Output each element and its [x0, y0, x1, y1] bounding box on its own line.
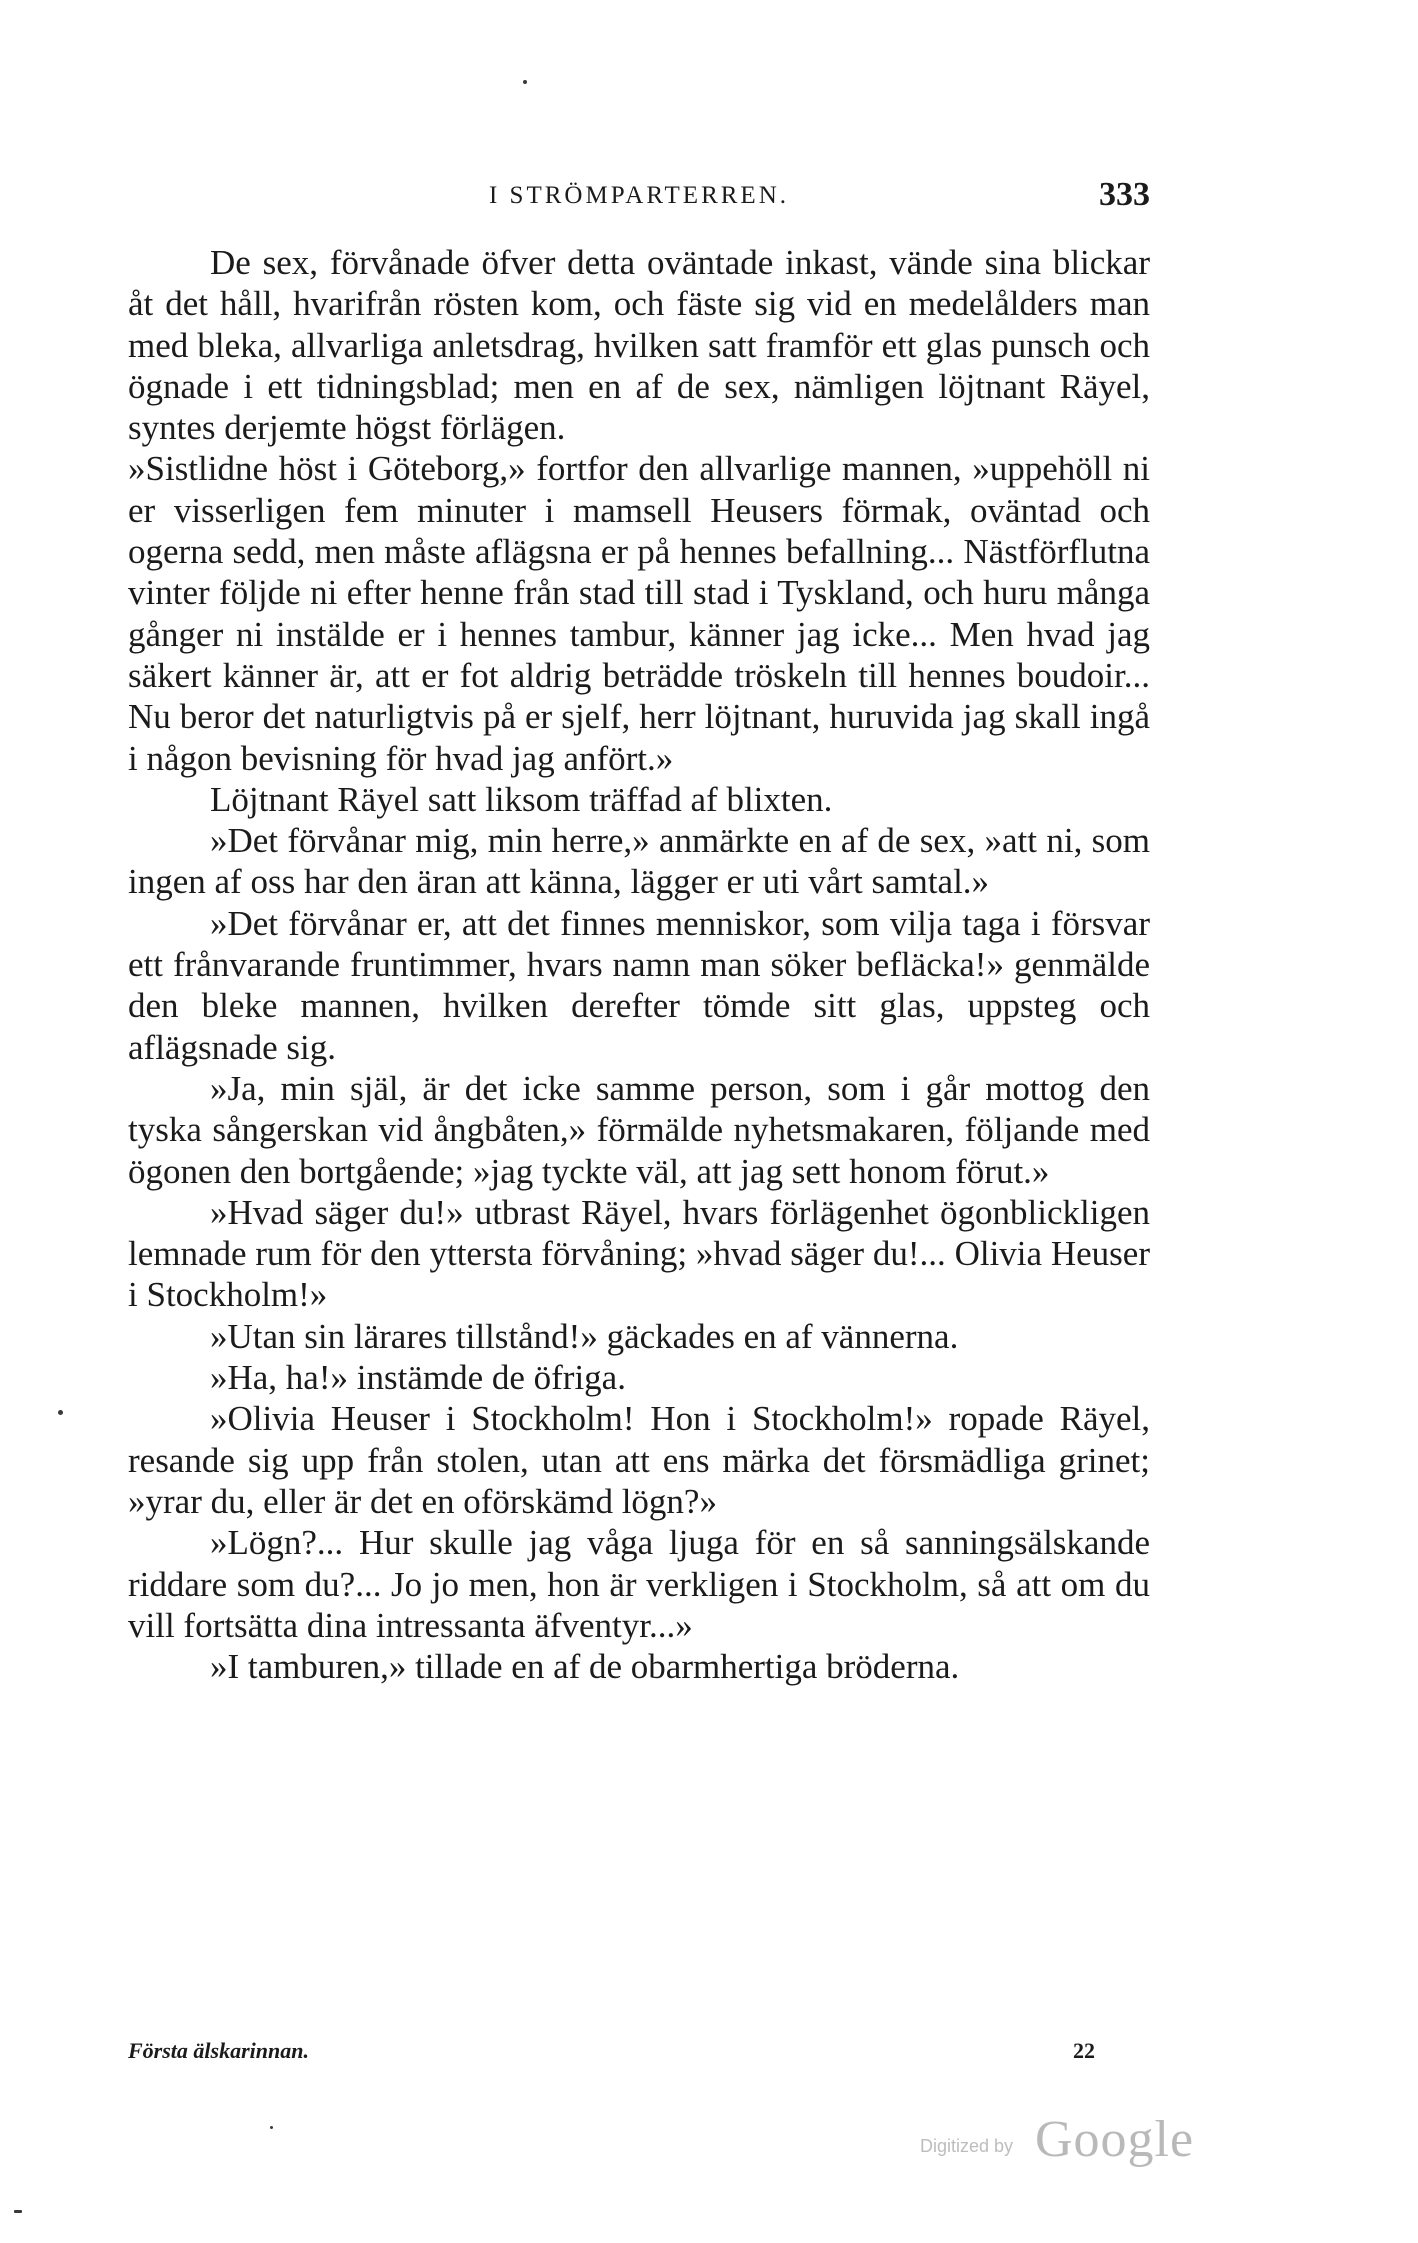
body-text — [128, 242, 1150, 1687]
page-number: 333 — [1099, 176, 1150, 213]
signature-title: Första älskarinnan. — [128, 2038, 309, 2063]
signature-number: 22 — [1073, 2038, 1095, 2063]
running-head — [128, 176, 1150, 216]
paragraph-12: »I tamburen,» tillade en af de obarmhertiga bröderna. — [210, 1647, 960, 1687]
paragraph-10: »Olivia Heuser i Stockholm! Hon i Stockholm!» ropade Räyel, resande sig upp från stolen, utan att ens märka det försmädliga grinet; »yrar du, eller är det en oförskämd lögn?» — [128, 1399, 1150, 1521]
paragraph-3: Löjtnant Räyel satt liksom träffad af blixten. — [210, 779, 833, 819]
paragraph-7: »Hvad säger du!» utbrast Räyel, hvars förlägenhet ögonblickligen lemnade rum för den yttersta förvåning; »hvad säger du!... Olivia Heuser i Stockholm!» — [128, 1192, 1150, 1315]
digitized-watermark — [920, 2110, 1220, 2170]
paragraph-11: »Lögn?... Hur skulle jag våga ljuga för en så sanningsälskande riddare som du?... Jo jo men, hon är verkligen i Stockholm, så att om du vill fortsätta dina intressanta äfventyr...» — [128, 1523, 1150, 1645]
running-title: I STRÖMPARTERREN. — [488, 182, 789, 209]
paragraph-1: De sex, förvånade öfver detta oväntade inkast, vände sina blickar åt det håll, hvarifrån rösten kom, och fäste sig vid en medelålders man med bleka, allvarliga anletsdrag, hvilken satt framför ett glas punsch och ögnade i ett tidningsblad; men en af de sex, nämligen löjtnant Räyel, syntes derjemte högst förlägen. — [128, 243, 1150, 448]
paper-speck — [270, 2126, 273, 2129]
paragraph-4: »Det förvånar mig, min herre,» anmärkte en af de sex, »att ni, som ingen af oss har den äran att känna, lägger er uti vårt samtal.» — [128, 821, 1150, 902]
paper-speck — [58, 1410, 63, 1415]
paragraph-9: »Ha, ha!» instämde de öfriga. — [210, 1358, 626, 1398]
paragraph-8: »Utan sin lärares tillstånd!» gäckades en af vännerna. — [210, 1316, 959, 1356]
paper-speck — [523, 80, 527, 84]
paper-speck — [14, 2210, 22, 2213]
paragraph-6: »Ja, min själ, är det icke samme person, som i går mottog den tyska sångerskan vid ångbåten,» förmälde nyhetsmakaren, följande med ögonen den bortgående; »jag tyckte väl, att jag sett honom förut.» — [128, 1068, 1150, 1191]
paragraph-5: »Det förvånar er, att det finnes menniskor, som vilja taga i försvar ett frånvarande fruntimmer, hvars namn man söker befläcka!» genmälde den bleke mannen, hvilken derefter tömde sitt glas, uppsteg och aflägsnade sig. — [128, 903, 1150, 1067]
watermark-small-text: Digitized by — [920, 2136, 1014, 2156]
paragraph-2: »Sistlidne höst i Göteborg,» fortfor den allvarlige mannen, »uppehöll ni er visserligen fem minuter i mamsell Heusers förmak, oväntad och ogerna sedd, men måste aflägsna er på hennes befallning... Nästförflutna vinter följde ni efter henne från stad till stad i Tyskland, och huru många gånger ni instälde er i hennes tambur, känner jag icke... Men hvad jag säkert känner är, att er fot aldrig beträdde tröskeln till hennes boudoir... Nu beror det naturligtvis på er sjelf, herr löjtnant, huruvida jag skall ingå i någon bevisning för hvad jag anfört.» — [128, 449, 1150, 778]
watermark-logo-text: Google — [1035, 2111, 1195, 2168]
signature-line — [128, 2038, 1150, 2078]
